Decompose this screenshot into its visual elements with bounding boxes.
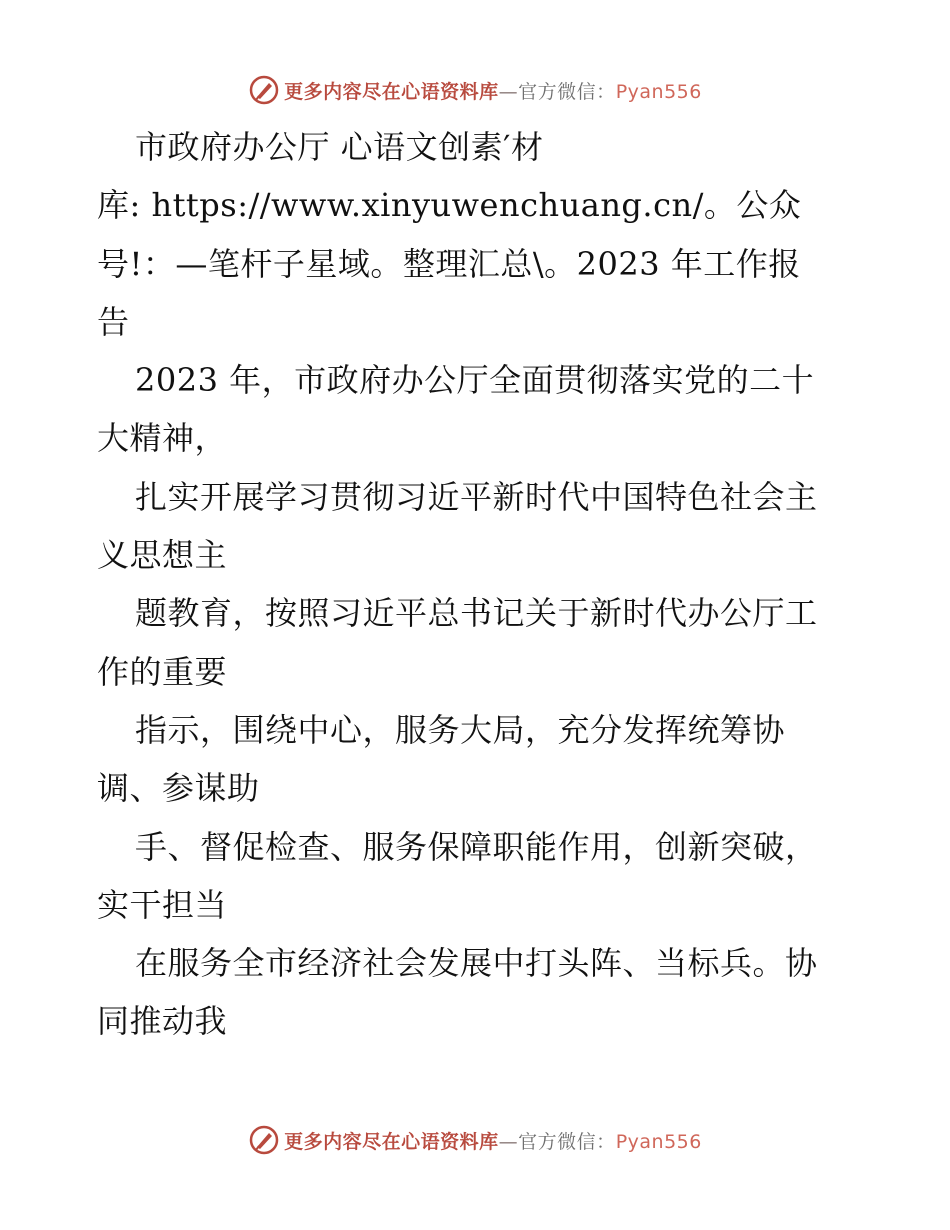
paragraph-line: 扎实开展学习贯彻习近平新时代中国特色社会主 [135, 477, 818, 516]
paragraph-line: 库: https://www.xinyuwenchuang.cn/。公众 [97, 186, 802, 225]
paragraph-line: 义思想主 [97, 536, 228, 575]
paragraph-line: 号!：—笔杆子星域。整理汇总\。2023 年工作报 [97, 244, 801, 283]
quill-seal-icon [248, 74, 280, 106]
paragraph-line: 2023 年，市政府办公厅全面贯彻落实党的二十 [135, 361, 815, 400]
paragraph-line: 手、督促检查、服务保障职能作用，创新突破， [135, 827, 818, 866]
paragraph-line: 同推动我 [97, 1002, 228, 1041]
paragraph-line: 在服务全市经济社会发展中打头阵、当标兵。协 [135, 944, 818, 983]
watermark-wechat-label: 官方微信： [518, 80, 616, 103]
watermark-handle: Pyan556 [615, 1130, 702, 1153]
watermark-dash: — [498, 1130, 519, 1153]
paragraph-line: 调、参谋助 [97, 769, 260, 808]
watermark-brand: 更多内容尽在心语资料库 [284, 80, 499, 103]
paragraph-line: 题教育，按照习近平总书记关于新时代办公厅工 [135, 594, 818, 633]
paragraph-line: 大精神， [97, 419, 228, 458]
header-watermark [0, 72, 950, 108]
paragraph-line: 指示，围绕中心，服务大局，充分发挥统筹协 [135, 710, 786, 749]
footer-watermark [0, 1122, 950, 1158]
paragraph-line: 作的重要 [97, 652, 228, 691]
document-body [97, 118, 857, 1051]
watermark-dash: — [498, 80, 519, 103]
watermark-brand: 更多内容尽在心语资料库 [284, 1130, 499, 1153]
paragraph-line: 告 [97, 302, 130, 341]
paragraph-line: 市政府办公厅 心语文创素′材 [135, 128, 544, 166]
paragraph-line: 实干担当 [97, 885, 228, 924]
watermark-handle: Pyan556 [615, 80, 702, 103]
quill-seal-icon [248, 1124, 280, 1156]
watermark-wechat-label: 官方微信： [518, 1130, 616, 1153]
